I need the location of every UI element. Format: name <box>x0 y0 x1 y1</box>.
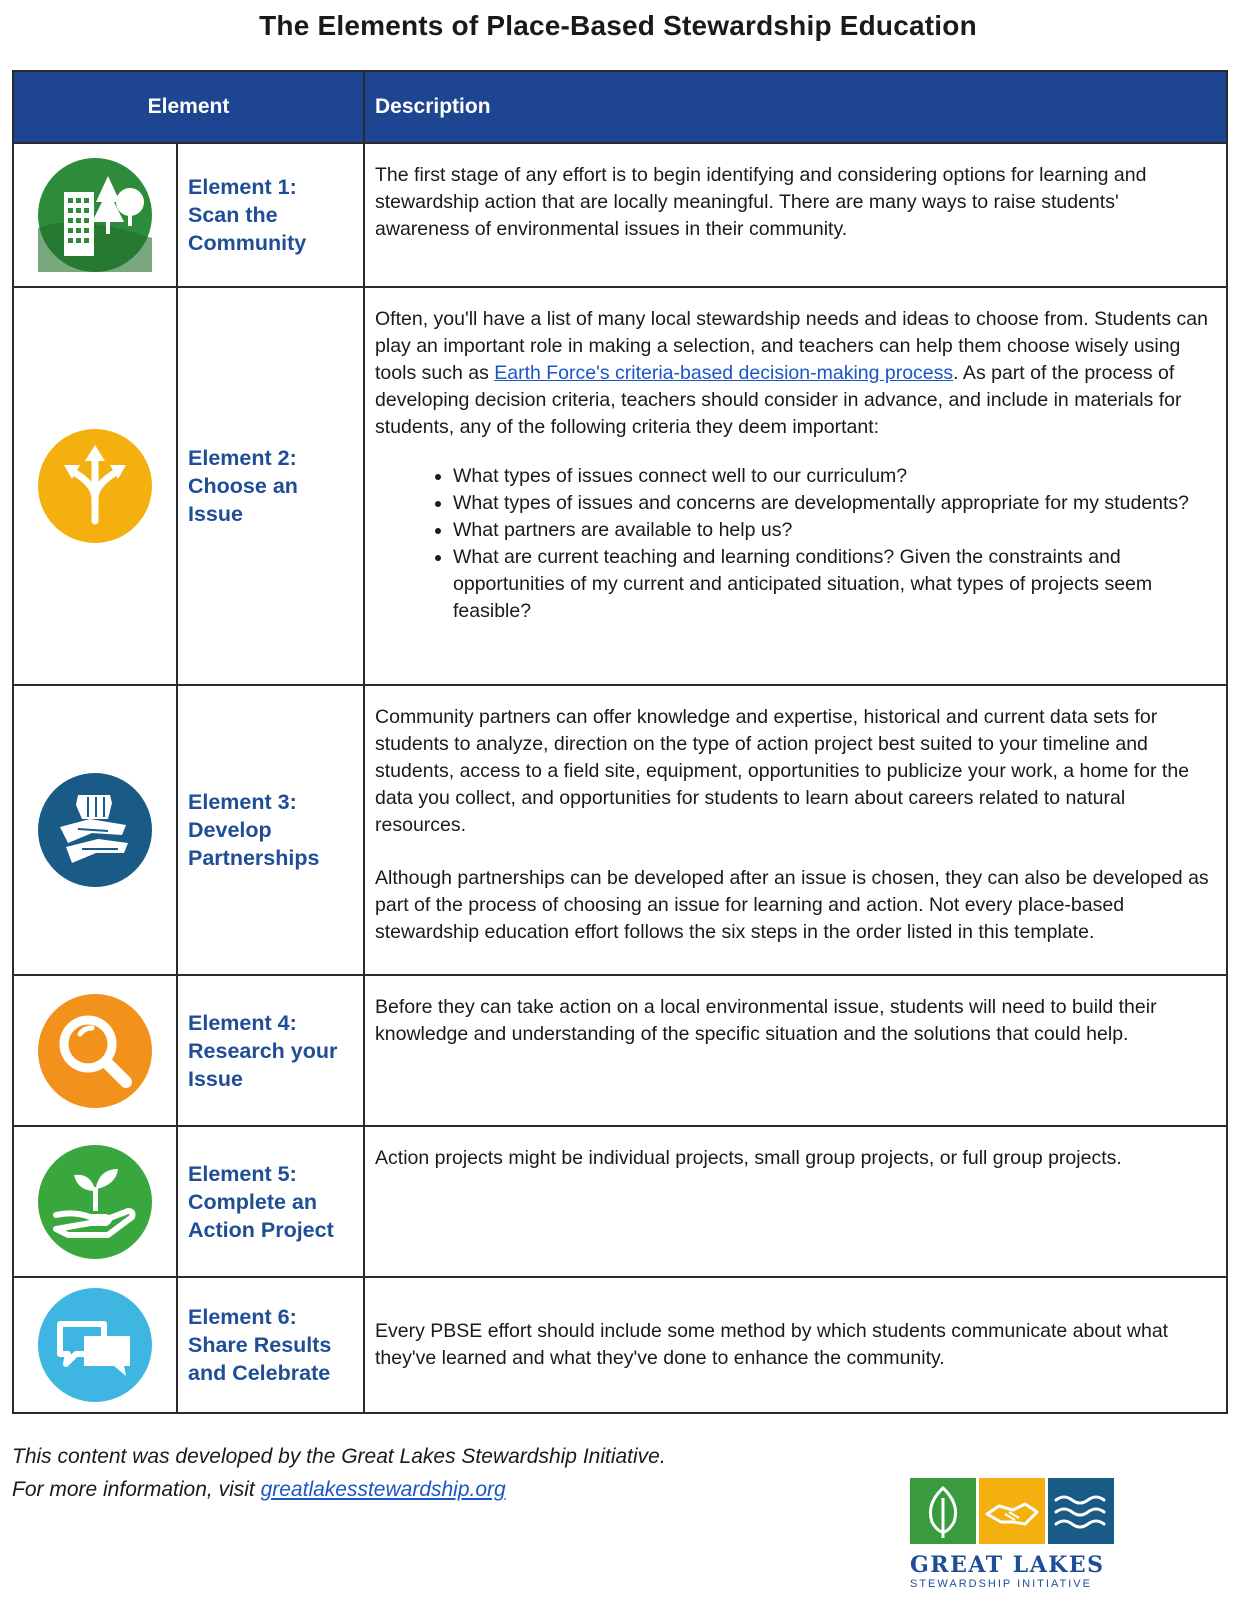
logo-name: GREAT LAKES <box>910 1552 1105 1578</box>
element-description: The first stage of any effort is to begin identifying and considering options for learning and stewardship action that are locally meaningful. There are many ways to raise students' awareness of environmental issues in their community. <box>364 143 1227 287</box>
logo-subtitle: STEWARDSHIP INITIATIVE <box>910 1578 1092 1590</box>
element-name: Element 4: Research your Issue <box>177 975 364 1126</box>
element-description: Action projects might be individual projects, small group projects, or full group projects. <box>364 1126 1227 1277</box>
element-name: Element 3: Develop Partnerships <box>177 685 364 975</box>
footer-more-info: For more information, visit greatlakesstewardship.org <box>12 1478 506 1501</box>
stacked-hands-icon <box>38 773 152 887</box>
table-header-row <box>13 71 1227 143</box>
element-description: Often, you'll have a list of many local stewardship needs and ideas to choose from. Students can play an important role in making a selection, and teachers can help them choose wisely using tools such as Earth Force's criteria-based decision-making process. As part of the process of developing decision criteria, teachers should consider in advance, and include in materials for students, any of the following criteria they deem important: • What types of issues connect well to our curriculum? • What types of issues and concerns are developmentally appropriate for my students? • What partners are available to help us? • What are current teaching and learning conditions? Given the constraints and opportunities of my current and anticipated situation, what types of projects seem feasible? <box>364 287 1227 685</box>
footer <box>12 1440 666 1506</box>
element-description: Community partners can offer knowledge and expertise, historical and current data sets for students to analyze, direction on the type of action project best suited to your timeline and students, access to a field site, equipment, opportunities to publicize your work, a home for the data you collect, and opportunities for students to learn about careers related to natural resources. Although partnerships can be developed after an issue is chosen, they can also be developed as part of the process of choosing an issue for learning and action. Not every place-based stewardship education effort follows the six steps in the order listed in this template. <box>364 685 1227 975</box>
branching-arrows-icon <box>38 429 152 543</box>
header-description: Description <box>364 71 1227 143</box>
table-row <box>13 287 1227 685</box>
great-lakes-logo <box>910 1478 1116 1590</box>
page-title: The Elements of Place-Based Stewardship Education <box>259 10 977 41</box>
hand-sprout-icon <box>38 1145 152 1259</box>
elements-table <box>12 70 1228 1414</box>
magnifier-icon <box>38 994 152 1108</box>
waves-icon <box>1048 1478 1114 1544</box>
list-item: • What partners are available to help us? <box>453 517 1216 544</box>
element-name: Element 2: Choose an Issue <box>177 287 364 685</box>
header-element: Element <box>13 71 364 143</box>
table-row <box>13 685 1227 975</box>
element-name: Element 5: Complete an Action Project <box>177 1126 364 1277</box>
element-name: Element 6: Share Results and Celebrate <box>177 1277 364 1413</box>
element-description: Every PBSE effort should include some method by which students communicate about what they've learned and what they've done to enhance the community. <box>364 1277 1227 1413</box>
criteria-list <box>375 463 1216 625</box>
table-row <box>13 143 1227 287</box>
table-row <box>13 1277 1227 1413</box>
earth-force-link[interactable]: Earth Force's criteria-based decision-making process <box>494 362 954 384</box>
element-description: Before they can take action on a local environmental issue, students will need to build their knowledge and understanding of the specific situation and the solutions that could help. <box>364 975 1227 1126</box>
list-item: • What are current teaching and learning conditions? Given the constraints and opportunities of my current and anticipated situation, what types of projects seem feasible? <box>453 544 1216 625</box>
list-item: • What types of issues connect well to our curriculum? <box>453 463 1216 490</box>
handshake-icon <box>979 1478 1045 1544</box>
city-tree-icon <box>38 158 152 272</box>
website-link[interactable]: greatlakesstewardship.org <box>260 1478 506 1501</box>
table-row <box>13 1126 1227 1277</box>
list-item: • What types of issues and concerns are developmentally appropriate for my students? <box>453 490 1216 517</box>
leaf-icon <box>910 1478 976 1544</box>
table-row <box>13 975 1227 1126</box>
speech-bubbles-icon <box>38 1288 152 1402</box>
footer-credit: This content was developed by the Great Lakes Stewardship Initiative. <box>12 1445 666 1468</box>
element-name: Element 1: Scan the Community <box>177 143 364 287</box>
